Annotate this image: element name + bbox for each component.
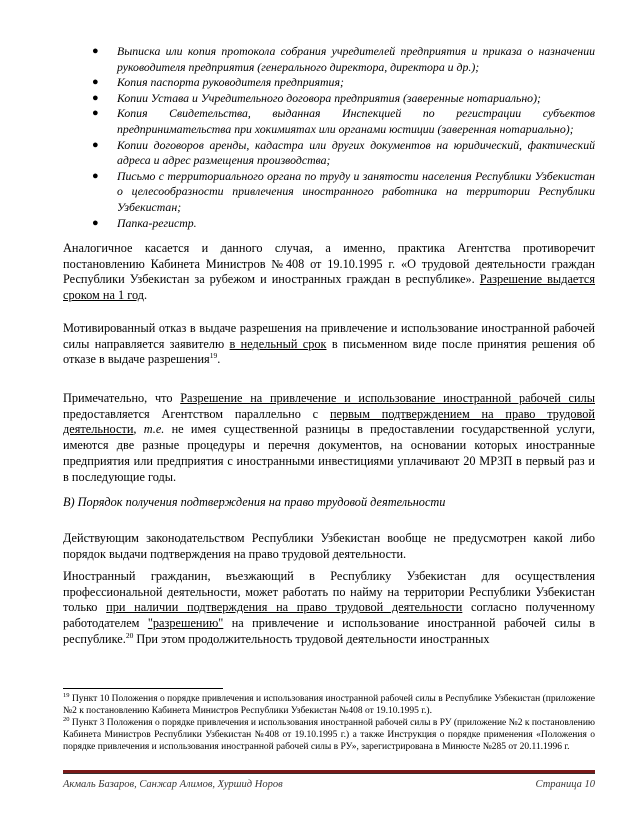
required-documents-list: [63, 44, 595, 231]
page-number: Страница 10: [535, 779, 595, 790]
bullet-icon: ●: [92, 216, 99, 229]
bullet-icon: ●: [92, 138, 99, 151]
bullet-icon: ●: [92, 91, 99, 104]
paragraph-refusal: Мотивированный отказ в выдаче разрешения на привлечение и использование иностранной рабочей силы направляется заявителю в недельный срок в письменном виде после принятия решения об отказе в выдаче разрешения$^{19}$.: [63, 321, 595, 367]
footnote-19: $^{19}$ Пункт 10 Положения о порядке привлечения и использования иностранной рабочей силы в Республике Узбекистан (приложение №2 к постановлению Кабинета Министров Республики Узбекистан №408 от 19.10.1995 г.).: [63, 691, 596, 717]
bullet-icon: ●: [92, 76, 99, 89]
section-heading: В) Порядок получения подтверждения на право трудовой деятельности: [63, 495, 446, 509]
bullet-icon: ●: [92, 107, 99, 120]
list-item: ● Выписка или копия протокола собрания учредителей предприятия и приказа о назначении руководителя предприятия (генерального директора, директора и др.);: [92, 44, 595, 74]
list-item: ● Копии договоров аренды, кадастра или других документов на юридический, фактический адреса и адрес размещения производства;: [92, 137, 595, 168]
list-item: ● Копия Свидетельства, выданная Инспекцией по регистрации субъектов предпринимательства при хокимиятах или органами юстиции (заверенная нотариально);: [92, 106, 595, 136]
footer-authors: Акмаль Базаров, Санжар Алимов, Хуршид Норов: [63, 779, 283, 790]
paragraph-permit-validity: Аналогичное касается и данного случая, а именно, практика Агентства противоречит постановлению Кабинета Министров №408 от 19.10.1995 г. «О трудовой деятельности граждан Республики Узбекистан за рубежом и иностранных граждан в республике». Разрешение выдается сроком на 1 год.: [63, 241, 596, 303]
paragraph-no-procedure: Действующим законодательством Республики Узбекистан вообще не предусмотрен какой либо порядок выдачи подтверждения на право трудовой деятельности.: [63, 531, 595, 561]
list-item: ● Копии Устава и Учредительного договора предприятия (заверенные нотариально);: [92, 90, 541, 105]
list-item: ● Письмо с территориального органа по труду и занятости населения Республики Узбекистан о целесообразности привлечения иностранного работника на территории Республики Узбекистан;: [92, 168, 595, 214]
paragraph-foreign-citizen: Иностранный гражданин, въезжающий в Республику Узбекистан для осуществления профессиональной деятельности, может работать по найму на территории Республики Узбекистан только при наличии подтверждения на право трудовой деятельности согласно полученному работодателем "разрешению" на привлечение и использование иностранной рабочей силы в республике.$^{20}$ При этом продолжительность трудовой деятельности иностранных: [63, 569, 596, 646]
list-item: ● Копия паспорта руководителя предприятия;: [92, 75, 344, 90]
bullet-icon: ●: [92, 169, 99, 182]
footnote-20: $^{20}$ Пункт 3 Положения о порядке привлечения и использования иностранной рабочей силы в РУ (приложение №2 к постановлению Кабинета Министров Республики Узбекистан №408 от 19.10.1995 г.) а также Инструкция о порядке применения «Положения о порядке привлечения и использования иностранной рабочей силы в РУ», зарегистрирована в Минюсте №285 от 20.11.1996 г.: [63, 715, 596, 753]
bullet-icon: ●: [92, 45, 99, 57]
paragraph-parallel-procedure: Примечательно, что Разрешение на привлечение и использование иностранной рабочей силы предоставляется Агентством параллельно с первым подтверждением на право трудовой деятельности, т.е. не имея существенной разницы в предоставлении государственной услуги, имеются две разные процедуры и перечня документов, на основании которых иностранные предприятия или предприятия с иностранными инвестициями уплачивают 20 МРЗП в первый раз и в последующие годы.: [63, 391, 595, 484]
footnote-ref-19[interactable]: 19: [209, 351, 218, 361]
footnote-ref-20[interactable]: 20: [125, 630, 134, 640]
footnote-separator: [63, 688, 223, 689]
list-item: ● Папка-регистр.: [92, 215, 197, 230]
footer-divider: [63, 770, 595, 774]
